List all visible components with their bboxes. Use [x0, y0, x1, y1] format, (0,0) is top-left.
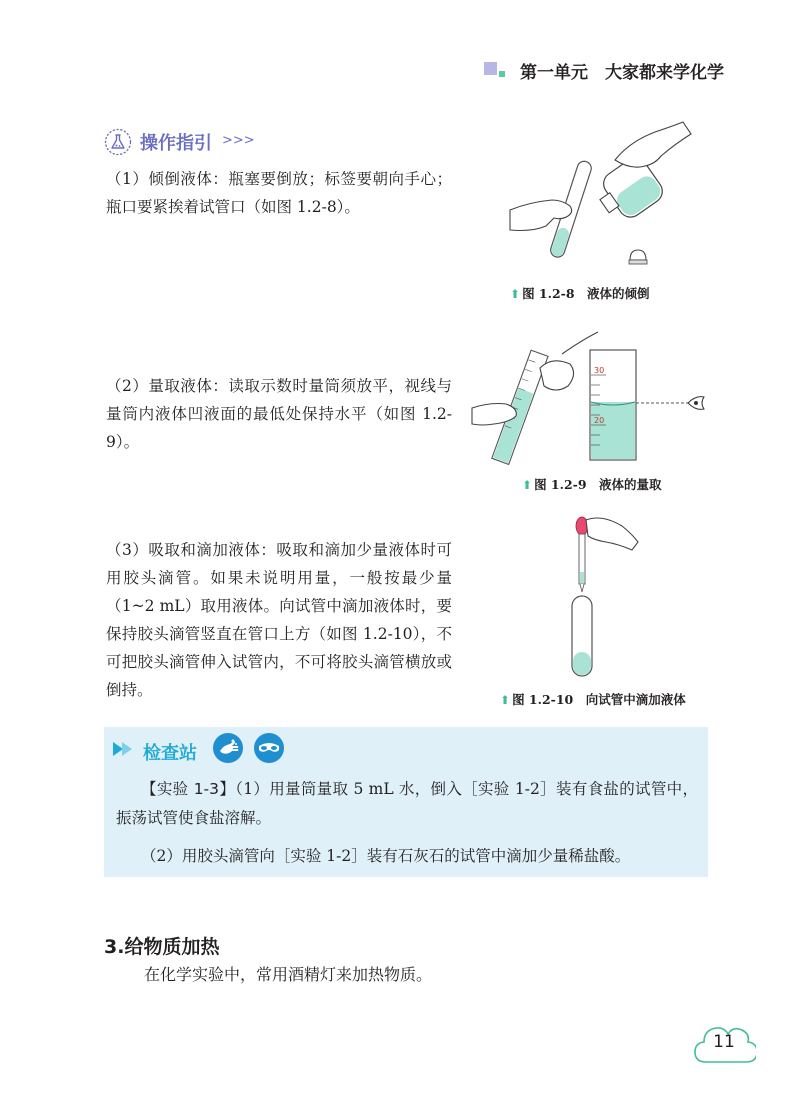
experiment-1-3-step-2: （2）用胶头滴管向［实验 1-2］装有石灰石的试管中滴加少量稀盐酸。	[141, 847, 631, 865]
header-decoration	[484, 60, 508, 80]
caption-arrow-icon: ⬆	[510, 287, 521, 301]
section-3-text: 在化学实验中，常用酒精灯来加热物质。	[144, 965, 433, 984]
step-3-text: （3）吸取和滴加液体：吸取和滴加少量液体时可用胶头滴管。如果未说明用量，一般按最少量（1~2 mL）取用液体。向试管中滴加液体时，要保持胶头滴管竖直在管口上方（如图 1.2-10），不可把胶头滴管伸入试管内，不可将胶头滴管横放或倒持。	[106, 541, 452, 699]
step-1-text: （1）倾倒液体：瓶塞要倒放；标签要朝向手心；瓶口要紧挨着试管口（如图 1.2-8）。	[106, 170, 452, 216]
flask-icon	[104, 128, 132, 156]
figure-dropping	[560, 512, 640, 682]
step-2-text: （2）量取液体：读取示数时量筒须放平，视线与量筒内液体凹液面的最低处保持水平（如图 1.2-9）。	[106, 377, 452, 451]
figure-caption-2: ⬆ 图 1.2-9 液体的量取	[522, 477, 662, 492]
guide-title: 操作指引	[140, 133, 212, 154]
goggles-icon	[254, 733, 284, 763]
figure-pouring	[505, 120, 705, 280]
experiment-tag: 【实验 1-3】	[141, 780, 236, 798]
caption-arrow-icon: ⬆	[522, 478, 533, 492]
figure-measuring	[470, 330, 710, 470]
caption-arrow-icon: ⬆	[500, 693, 511, 707]
experiment-1-3-step-1: 【实验 1-3】（1）用量筒量取 5 mL 水，倒入［实验 1-2］装有食盐的试管中，振荡试管使食盐溶解。	[116, 780, 698, 827]
section-3-title: 3.给物质加热	[104, 936, 220, 958]
page-number: 11	[713, 1032, 735, 1052]
guide-arrows: >>>	[222, 133, 255, 148]
scale-30: 30	[594, 366, 605, 375]
play-arrow-icon	[113, 740, 135, 758]
figure-caption-1: ⬆ 图 1.2-8 液体的倾倒	[510, 286, 650, 301]
unit-title: 第一单元 大家都来学化学	[520, 63, 724, 83]
scale-20: 20	[594, 416, 605, 425]
hand-wash-icon	[213, 733, 243, 763]
check-station-title: 检查站	[143, 743, 197, 764]
figure-caption-3: ⬆ 图 1.2-10 向试管中滴加液体	[500, 692, 686, 707]
